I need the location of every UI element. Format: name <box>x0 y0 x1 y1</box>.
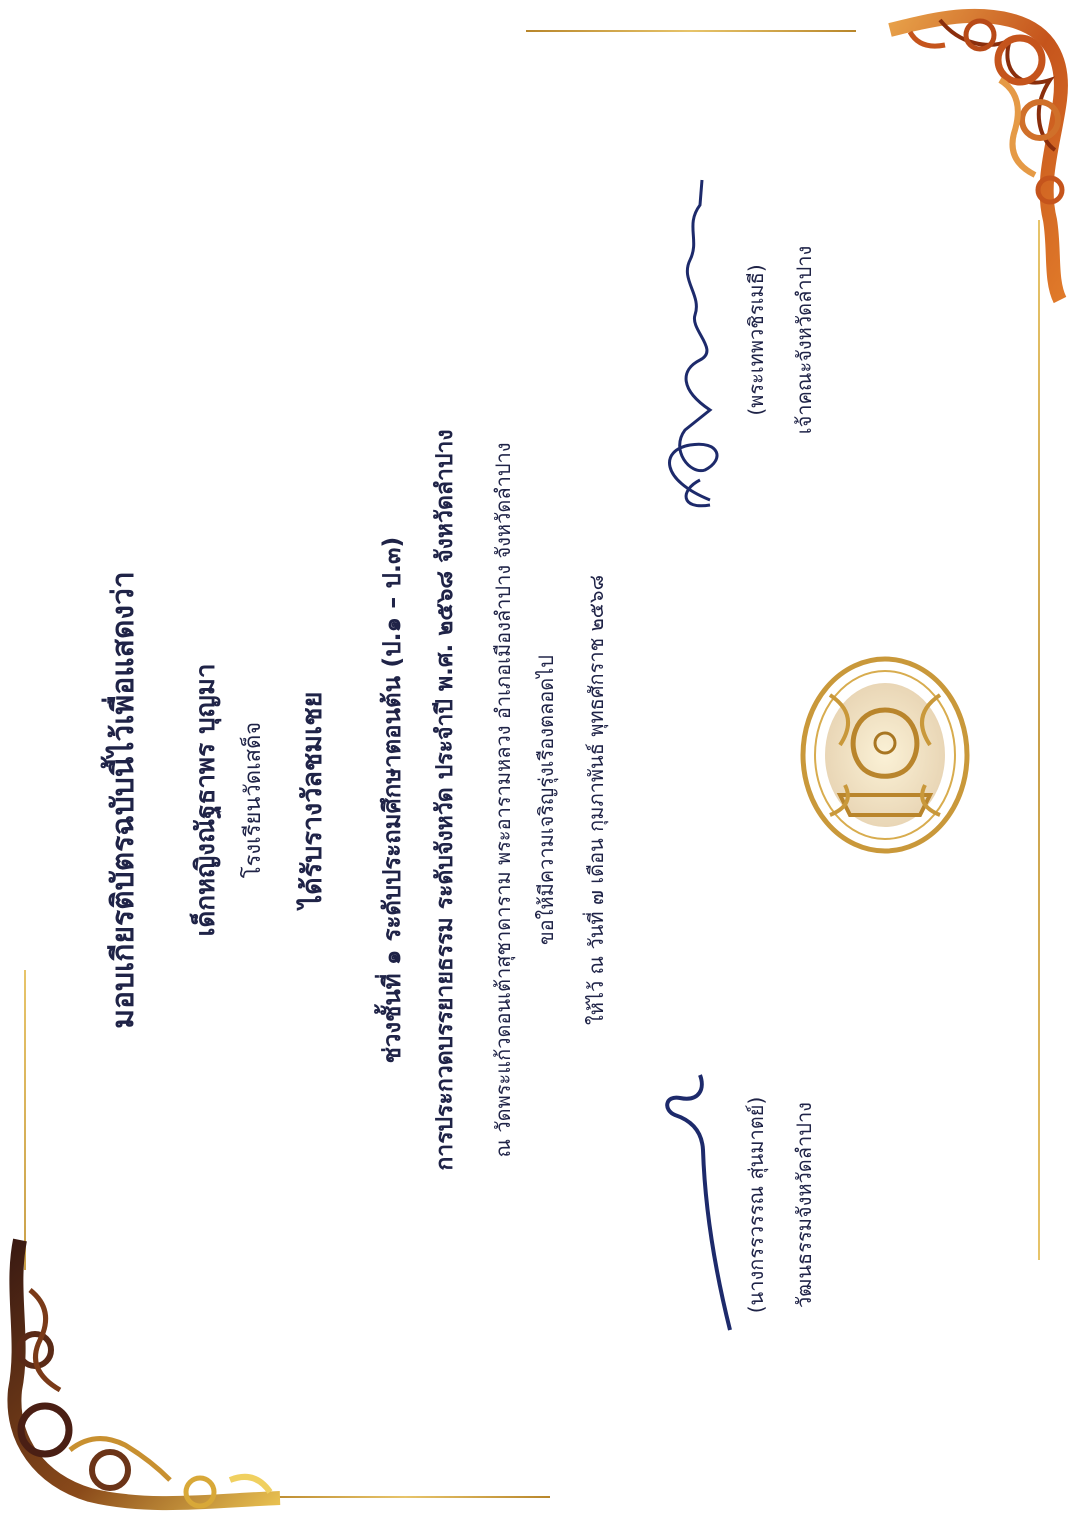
event-line: การประกวดบรรยายธรรม ระดับจังหวัด ประจำปี พ.ศ. ๒๕๖๘ จังหวัดลำปาง <box>432 429 458 1171</box>
signatory-2-title: วัฒนธรรมจังหวัดลำปาง <box>792 1102 816 1308</box>
certificate-body <box>60 110 1040 1490</box>
level-line: ช่วงชั้นที่ ๑ ระดับประถมศึกษาตอนต้น (ป.๑ – ป.๓) <box>378 536 406 1064</box>
signature-1-mark <box>640 160 740 520</box>
date-line: ให้ไว้ ณ วันที่ ๗ เดือน กุมภาพันธ์ พุทธศักราช ๒๕๖๘ <box>584 574 608 1026</box>
frame-line-bottom <box>260 1496 550 1498</box>
signatory-1-title: เจ้าคณะจังหวัดลำปาง <box>792 245 816 435</box>
frame-line-top <box>526 30 856 32</box>
frame-line-left <box>24 970 26 1270</box>
venue-line: ณ วัดพระแก้วดอนเต้าสุชาดาราม พระอารามหลวง อำเภอเมืองลำปาง จังหวัดลำปาง <box>491 442 515 1158</box>
wish-line: ขอให้มีความเจริญรุ่งเรืองตลอดไป <box>534 654 558 946</box>
recipient-name: เด็กหญิงณัฐธาพร บุญมา <box>191 663 221 937</box>
certificate-header: มอบเกียรติบัตรฉบับนี้ไว้เพื่อแสดงว่า <box>106 571 141 1029</box>
signature-2-mark <box>645 1050 740 1350</box>
signatory-1-name: (พระเทพวชิรเมธี) <box>744 264 768 416</box>
recipient-school: โรงเรียนวัดเสด็จ <box>241 721 266 879</box>
award-label: ได้รับรางวัลชมเชย <box>297 691 328 909</box>
signatory-2-name: (นางกรรวรรณ สุ่นมาตย์) <box>744 1096 768 1314</box>
